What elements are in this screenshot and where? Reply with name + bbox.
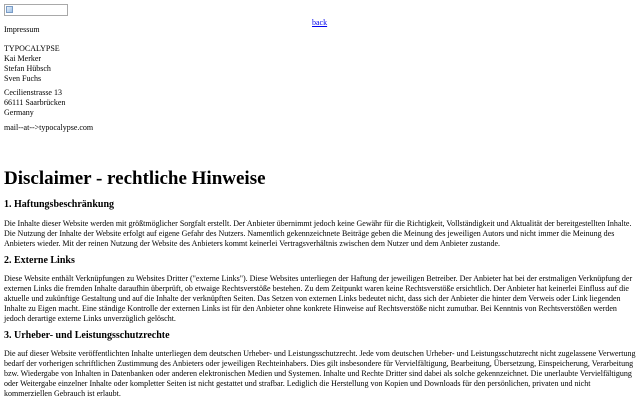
- back-link[interactable]: back: [312, 18, 328, 27]
- logo-image: [4, 4, 68, 16]
- section-heading-urheber: 3. Urheber- und Leistungsschutzrechte: [4, 330, 170, 341]
- person-name: Stefan Hübsch: [4, 64, 51, 73]
- company-names: [4, 44, 60, 84]
- mail-address: mail--at-->typocalypse.com: [4, 123, 94, 132]
- company-name: TYPOCALYPSE: [4, 44, 60, 53]
- section-text-haftung: Die Inhalte dieser Website werden mit größtmöglicher Sorgfalt erstellt. Der Anbieter übernimmt jedoch keine Gewähr für die Richtigkeit, Vollständigkeit und Aktualität der bereitgestellten Inhalte. Die Nutzung der Inhalte der Website erfolgt auf eigene Gefahr des Nutzers. Namentlich gekennzeichnete Beiträge geben die Meinung des jeweiligen Autors und nicht immer die Meinung des Anbieters wieder. Mit der reinen Nutzung der Website des Anbieters kommt keinerlei Vertragsverhältnis zwischen dem Nutzer und dem Anbieter zustande.: [4, 219, 632, 248]
- country: Germany: [4, 108, 34, 117]
- street: Cecilienstrasse 13: [4, 88, 62, 97]
- section-heading-haftung: 1. Haftungsbeschränkung: [4, 199, 115, 210]
- person-name: Sven Fuchs: [4, 74, 42, 83]
- impressum-heading: [4, 25, 40, 35]
- impressum-title: Impressum: [4, 25, 40, 34]
- disclaimer-title: Disclaimer - rechtliche Hinweise: [4, 168, 266, 189]
- person-name: Kai Merker: [4, 54, 42, 63]
- section-heading-links: 2. Externe Links: [4, 255, 75, 266]
- city: 66111 Saarbrücken: [4, 98, 66, 107]
- section-text-links: Diese Website enthält Verknüpfungen zu Websites Dritter ("externe Links"). Diese Websites unterliegen der Haftung der jeweiligen Betreiber. Der Anbieter hat bei der erstmaligen Verknüpfung der externen Links die fremden Inhalte daraufhin überprüft, ob etwaige Rechtsverstöße bestehen. Zu dem Zeitpunkt waren keine Rechtsverstöße ersichtlich. Der Anbieter hat keinerlei Einfluss auf die aktuelle und zukünftige Gestaltung und auf die Inhalte der verknüpften Seiten. Das Setzen von externen Links bedeutet nicht, dass sich der Anbieter die hinter dem Verweis oder Link liegenden Inhalte zu Eigen macht. Eine ständige Kontrolle der externen Links ist für den Anbieter ohne konkrete Hinweise auf Rechtsverstöße nicht zumutbar. Bei Kenntnis von Rechtsverstößen werden jedoch derartige externe Links unverzüglich gelöscht.: [4, 274, 633, 323]
- contact-mail: [4, 123, 93, 133]
- postal-address: [4, 88, 65, 118]
- section-text-urheber: Die auf dieser Website veröffentlichten Inhalte unterliegen dem deutschen Urheber- und Leistungsschutzrecht. Jede vom deutschen Urheber- und Leistungsschutzrecht nicht zugelassene Verwertung bedarf der vorherigen schriftlichen Zustimmung des Anbieters oder jeweiligen Rechteinhabers. Dies gilt insbesondere für Vervielfältigung, Bearbeitung, Übersetzung, Einspeicherung, Verarbeitung bzw. Wiedergabe von Inhalten in Datenbanken oder anderen elektronischen Medien und Systemen. Inhalte und Rechte Dritter sind dabei als solche gekennzeichnet. Die unerlaubte Vervielfältigung oder Weitergabe einzelner Inhalte oder kompletter Seiten ist nicht gestattet und strafbar. Lediglich die Herstellung von Kopien und Downloads für den persönlichen, privaten und nicht kommerziellen Gebrauch ist erlaubt.: [4, 349, 636, 398]
